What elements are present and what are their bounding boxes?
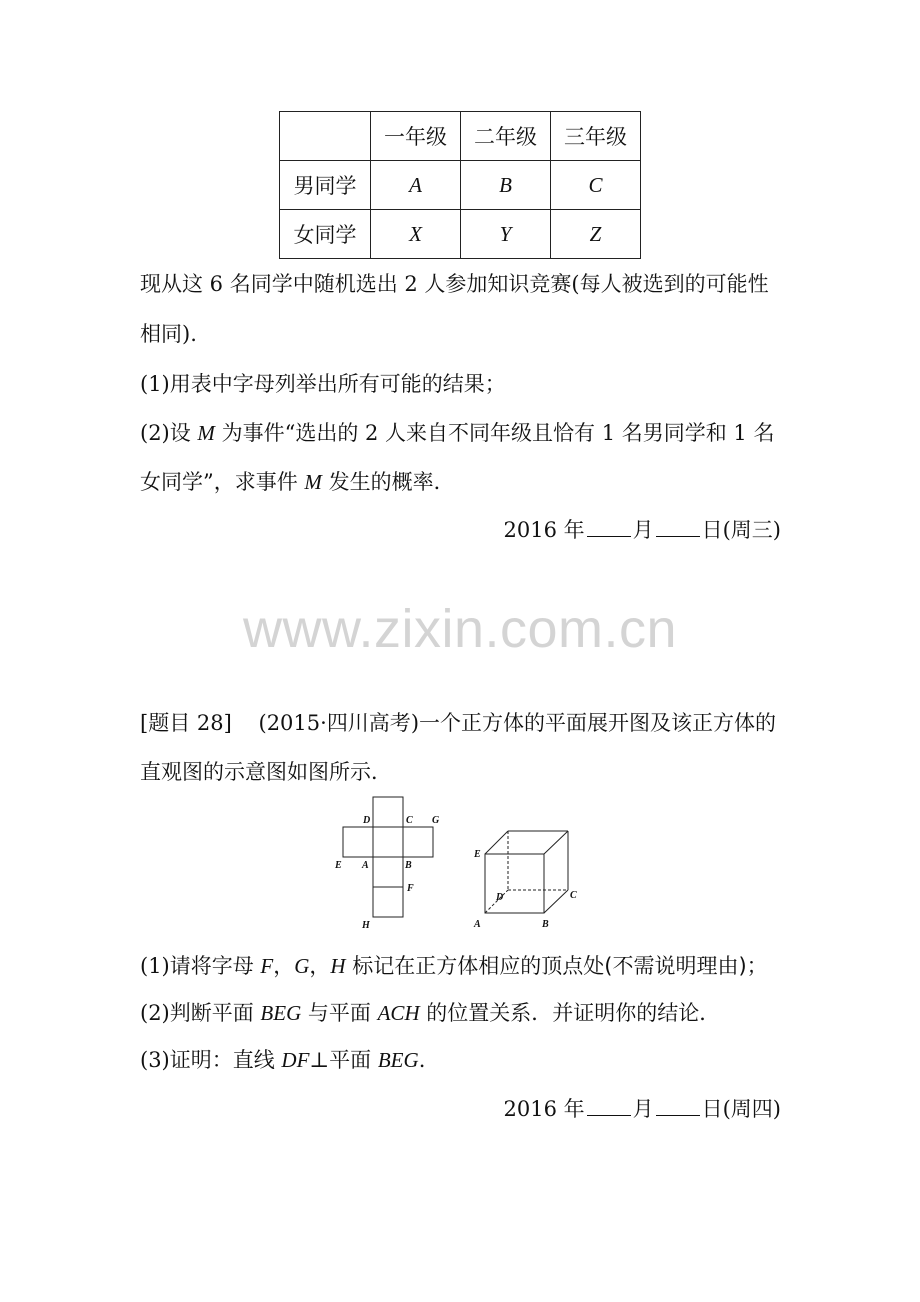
net-face <box>343 827 373 857</box>
problem28-header <box>140 707 776 737</box>
month-blank <box>587 1097 631 1116</box>
math-var: F <box>260 954 274 978</box>
problem27-intro-line2: 相同). <box>140 322 197 346</box>
problem27-question2-line2 <box>140 466 455 496</box>
cube-edge <box>485 831 508 854</box>
month-blank <box>587 518 631 537</box>
table-header-cell <box>280 112 371 161</box>
net-label-a: A <box>362 860 369 871</box>
net-face <box>373 797 403 827</box>
problem27-question2-line1 <box>140 417 774 447</box>
math-var: G <box>294 954 310 978</box>
table-row <box>280 210 641 259</box>
date-month: 月 <box>632 1097 654 1121</box>
q-text: 标记在正方体相应的顶点处 <box>345 954 605 978</box>
net-label-e: E <box>335 860 342 871</box>
math-var: BEG <box>260 1001 302 1025</box>
math-var: M <box>304 470 322 494</box>
grade-table <box>279 111 641 259</box>
q-text: 的位置关系．并证明你的结论． <box>419 1001 721 1025</box>
date-line-thursday <box>503 1093 781 1123</box>
day-blank <box>656 1097 700 1116</box>
cube-label-a: A <box>474 919 481 930</box>
problem28-line2: 直观图的示意图如图所示． <box>140 760 392 784</box>
watermark: www.zixin.com.cn <box>242 599 678 659</box>
cube-edge <box>544 890 568 913</box>
source-text: (2015· <box>258 711 327 735</box>
row-label: 女同学 <box>280 210 371 259</box>
cube-net <box>343 797 433 917</box>
math-var: DF <box>281 1048 310 1072</box>
cube-label-d: D <box>496 892 504 903</box>
cube-figure <box>330 792 590 937</box>
table-cell: Y <box>461 210 551 259</box>
q-text: (1)请将字母 <box>140 954 261 978</box>
problem-text: )一个正方体的平面展开图及该正方体的 <box>410 711 777 735</box>
table-header-cell: 三年级 <box>551 112 641 161</box>
problem28-question2 <box>140 997 720 1027</box>
q2-text: 为事件“选出的 2 人来自不同年级且恰有 1 名男同学和 1 名 <box>214 421 775 445</box>
problem28-question1 <box>140 950 768 980</box>
net-label-d: D <box>363 815 371 826</box>
table-cell: C <box>551 161 641 210</box>
date-month: 月 <box>632 518 654 542</box>
table-cell: B <box>461 161 551 210</box>
table-cell: X <box>371 210 461 259</box>
q2-text: 女同学”，求事件 <box>140 470 305 494</box>
cube-edge <box>544 831 568 854</box>
date-year: 2016 年 <box>503 1097 585 1121</box>
net-label-h: H <box>362 920 370 931</box>
q-text: (3)证明：直线 <box>140 1048 282 1072</box>
q-text: (2)判断平面 <box>140 1001 261 1025</box>
date-day: 日(周四) <box>701 1097 781 1121</box>
q-text: . <box>418 1048 426 1072</box>
cube-label-c: C <box>570 890 577 901</box>
net-label-f: F <box>407 883 414 894</box>
q-text: ， <box>273 954 295 978</box>
problem27-question1: (1)用表中字母列举出所有可能的结果； <box>140 372 506 396</box>
net-face <box>373 827 403 857</box>
q-text: ⊥平面 <box>309 1048 378 1072</box>
problem28-question3 <box>140 1044 425 1074</box>
net-face <box>373 887 403 917</box>
source-exam: 四川高考 <box>326 711 411 735</box>
cube-label-e: E <box>474 849 481 860</box>
q2-text: 发生的概率． <box>321 470 455 494</box>
q-note: (不需说明理由) <box>604 954 747 978</box>
math-var: M <box>197 421 215 445</box>
problem27-intro-line1: 现从这 6 名同学中随机选出 2 人参加知识竞赛(每人被选到的可能性 <box>140 272 769 296</box>
date-line-wednesday <box>503 514 781 544</box>
table-row <box>280 161 641 210</box>
net-face <box>403 827 433 857</box>
net-label-b: B <box>405 860 412 871</box>
table-cell: Z <box>551 210 641 259</box>
q2-text: (2)设 <box>140 421 198 445</box>
table-header-cell: 二年级 <box>461 112 551 161</box>
table-header-row <box>280 112 641 161</box>
date-day: 日(周三) <box>701 518 781 542</box>
cube-label-b: B <box>542 919 549 930</box>
row-label: 男同学 <box>280 161 371 210</box>
table-header-cell: 一年级 <box>371 112 461 161</box>
math-var: H <box>330 954 346 978</box>
problem-tag: [题目 28] <box>140 711 232 735</box>
math-var: BEG <box>377 1048 419 1072</box>
day-blank <box>656 518 700 537</box>
date-year: 2016 年 <box>503 518 585 542</box>
net-face <box>373 857 403 887</box>
net-label-c: C <box>406 815 413 826</box>
table-cell: A <box>371 161 461 210</box>
q-text: 与平面 <box>301 1001 378 1025</box>
math-var: ACH <box>377 1001 420 1025</box>
q-text: ； <box>746 954 768 978</box>
net-label-g: G <box>432 815 440 826</box>
q-text: ， <box>309 954 331 978</box>
